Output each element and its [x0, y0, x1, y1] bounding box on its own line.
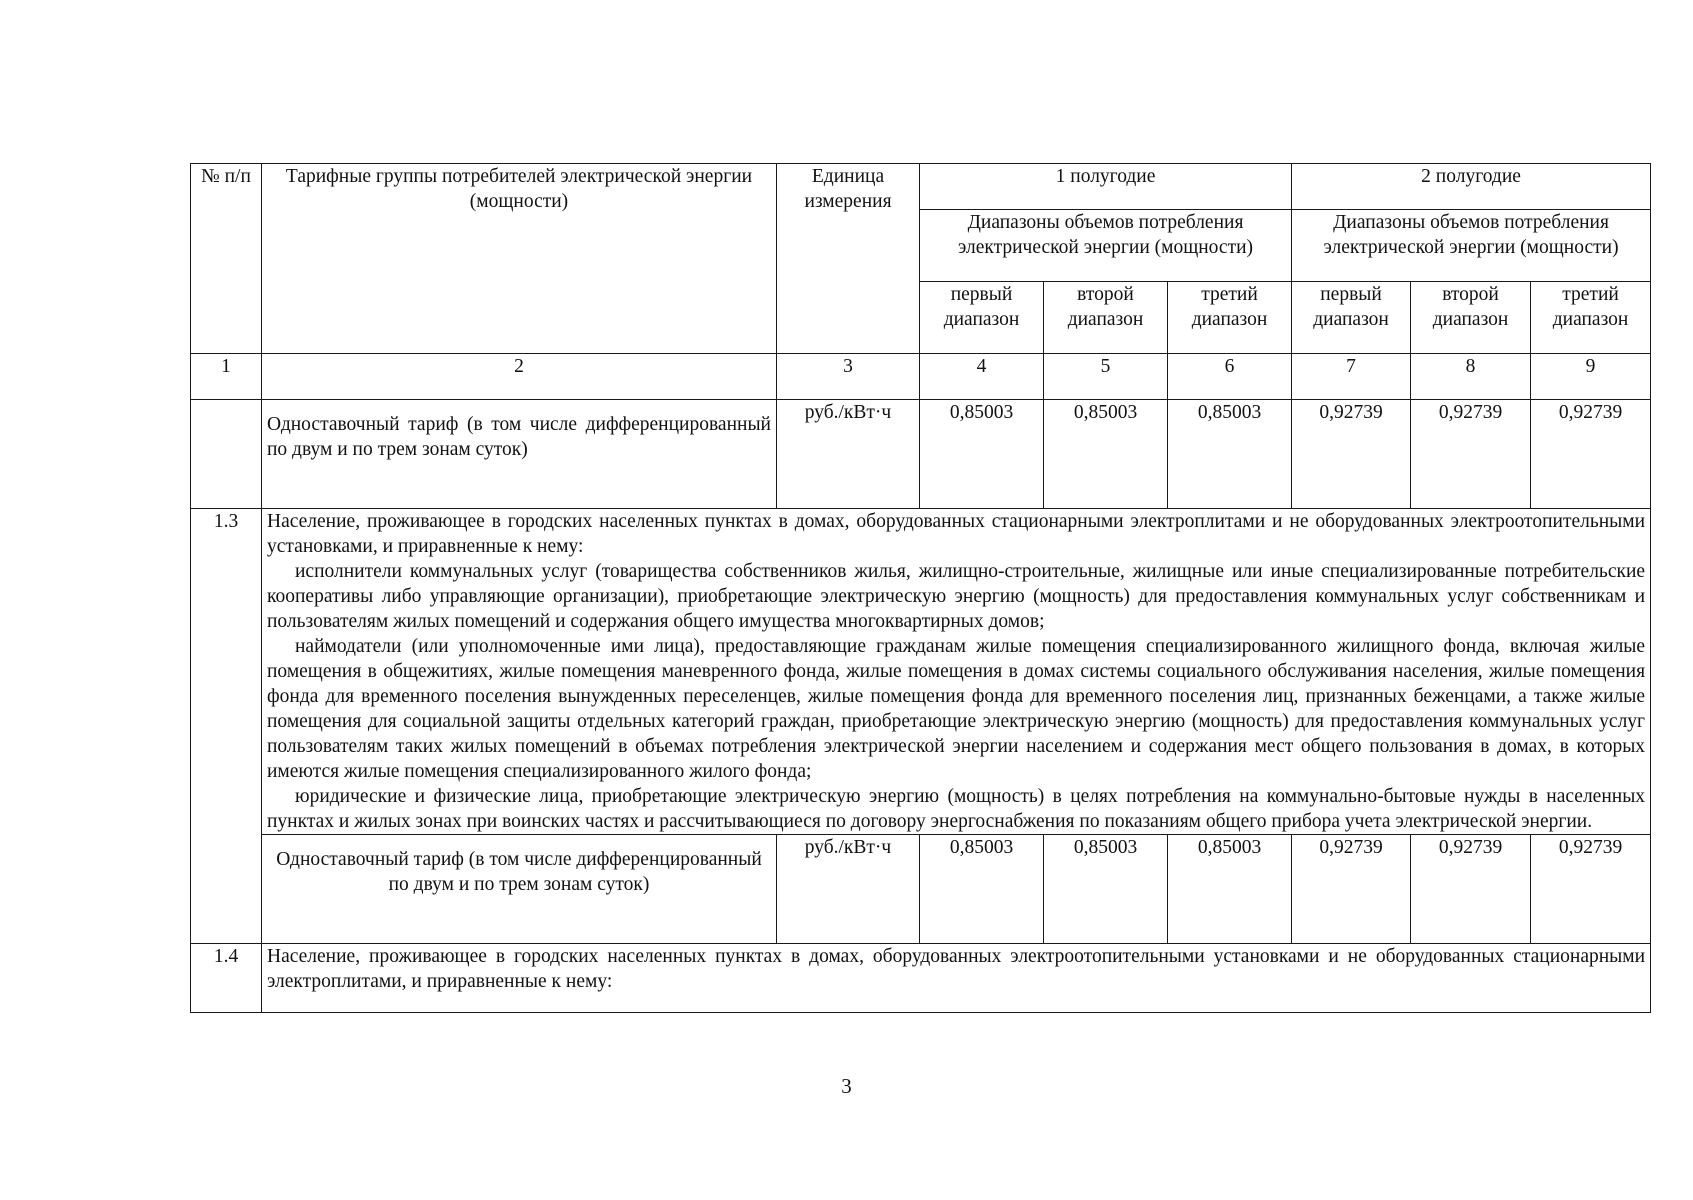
- header-number: № п/п: [191, 164, 262, 354]
- tariff-value: 0,92739: [1531, 400, 1651, 509]
- header-row-1: [191, 164, 1651, 210]
- header-unit: Единица измерения: [777, 164, 920, 354]
- description-paragraph: наймодатели (или уполномоченные ими лица), предоставляющие гражданам жилые помещения специализированного жилищного фонда, включая жилые помещения в общежитиях, жилые помещения маневренного фонда, жилые помещения в домах системы социального обслуживания населения, жилые помещения фонда для временного поселения вынужденных переселенцев, жилые помещения фонда для временного поселения лиц, признанных беженцами, а также жилые помещения для социальной защиты отдельных категорий граждан, приобретающие электрическую энергию (мощность) для предоставления коммунальных услуг пользователям таких жилых помещений в объемах потребления электрической энергии населением и содержания мест общего пользования в домах, в которых имеются жилые помещения специализированного жилого фонда;: [267, 636, 1646, 782]
- tariff-value: 0,85003: [1168, 835, 1292, 944]
- header-half-1: 1 полугодие: [920, 164, 1292, 210]
- page-number: 3: [841, 1074, 852, 1098]
- header-ranges-half-1: Диапазоны объемов потребления электрической энергии (мощности): [920, 210, 1292, 282]
- tariff-value: 0,85003: [1044, 835, 1168, 944]
- header-first-range-h1: первый диапазон: [920, 282, 1044, 354]
- column-index: 4: [920, 354, 1044, 400]
- section-row-1-4: [191, 944, 1651, 1013]
- tariff-value: 0,92739: [1411, 835, 1531, 944]
- column-index: 7: [1292, 354, 1411, 400]
- description-paragraph: исполнители коммунальных услуг (товарищества собственников жилья, жилищно-строительные, жилищные или иные специализированные потребительские кооперативы либо управляющие организации), приобретающие электрическую энергию (мощность) для предоставления коммунальных услуг собственникам и пользователям жилых помещений и содержания общего имущества многоквартирных домов;: [267, 561, 1646, 632]
- header-second-range-h2: второй диапазон: [1411, 282, 1531, 354]
- header-half-2: 2 полугодие: [1292, 164, 1651, 210]
- table-row: [191, 400, 1651, 509]
- section-description: [262, 944, 1651, 1013]
- column-index-row: [191, 354, 1651, 400]
- tariff-unit: руб./кВт·ч: [777, 400, 920, 509]
- column-index: 9: [1531, 354, 1651, 400]
- row-number: 1.4: [191, 944, 262, 1013]
- header-tariff-groups: Тарифные группы потребителей электрической энергии (мощности): [262, 164, 777, 354]
- tariff-value: 0,85003: [920, 835, 1044, 944]
- column-index: 3: [777, 354, 920, 400]
- tariff-value: 0,92739: [1292, 835, 1411, 944]
- header-third-range-h1: третий диапазон: [1168, 282, 1292, 354]
- column-index: 8: [1411, 354, 1531, 400]
- tariff-unit: руб./кВт·ч: [777, 835, 920, 944]
- table-row: [191, 835, 1651, 944]
- column-index: 2: [262, 354, 777, 400]
- header-third-range-h2: третий диапазон: [1531, 282, 1651, 354]
- row-number: 1.3: [191, 509, 262, 944]
- tariff-value: 0,92739: [1292, 400, 1411, 509]
- row-number-empty: [191, 400, 262, 509]
- tariff-table: [190, 163, 1651, 1013]
- column-index: 6: [1168, 354, 1292, 400]
- tariff-name: Одноставочный тариф (в том числе дифференцированный по двум и по трем зонам суток): [262, 835, 777, 944]
- column-index: 1: [191, 354, 262, 400]
- description-paragraph: юридические и физические лица, приобретающие электрическую энергию (мощность) в целях потребления на коммунально-бытовые нужды в населенных пунктах и жилых зонах при воинских частях и рассчитывающиеся по договору энергоснабжения по показаниям общего прибора учета электрической энергии.: [267, 786, 1646, 832]
- tariff-value: 0,92739: [1531, 835, 1651, 944]
- description-paragraph: Население, проживающее в городских населенных пунктах в домах, оборудованных электроотопительными установками и не оборудованных стационарными электроплитами, и приравненные к нему:: [267, 946, 1646, 992]
- section-description: [262, 509, 1651, 835]
- section-row-1-3: [191, 509, 1651, 835]
- header-ranges-half-2: Диапазоны объемов потребления электрической энергии (мощности): [1292, 210, 1651, 282]
- tariff-name: Одноставочный тариф (в том числе дифференцированный по двум и по трем зонам суток): [262, 400, 777, 509]
- description-paragraph: Население, проживающее в городских населенных пунктах в домах, оборудованных стационарными электроплитами и не оборудованных электроотопительными установками, и приравненные к нему:: [267, 511, 1646, 557]
- tariff-value: 0,85003: [1044, 400, 1168, 509]
- tariff-value: 0,92739: [1411, 400, 1531, 509]
- header-second-range-h1: второй диапазон: [1044, 282, 1168, 354]
- tariff-value: 0,85003: [920, 400, 1044, 509]
- column-index: 5: [1044, 354, 1168, 400]
- tariff-value: 0,85003: [1168, 400, 1292, 509]
- header-first-range-h2: первый диапазон: [1292, 282, 1411, 354]
